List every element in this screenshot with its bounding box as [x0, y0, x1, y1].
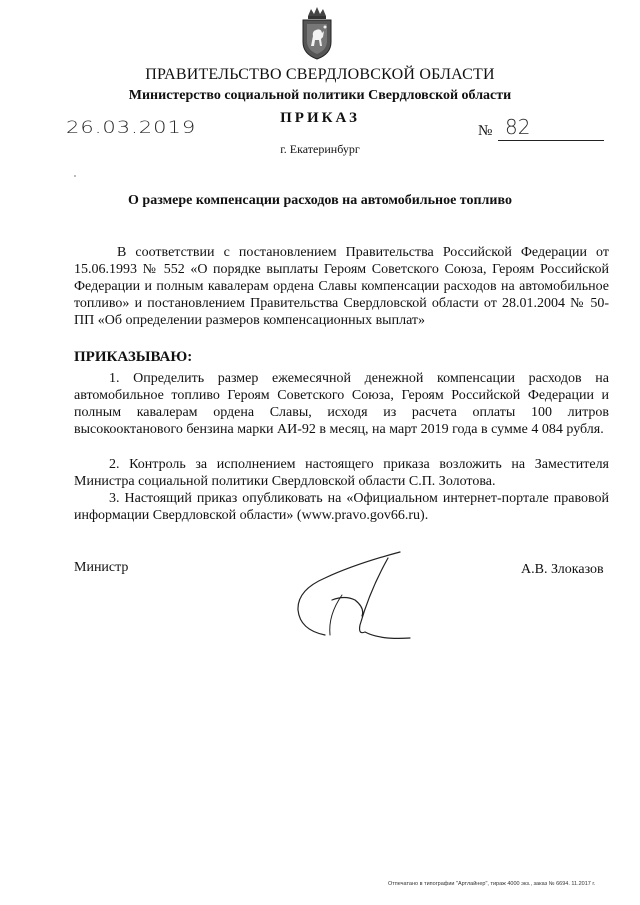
- print-footer: Отпечатано в типографии "Артлайнер", тираж 4000 экз., заказ № 6694. 11.2017 г.: [388, 881, 596, 887]
- order-item-2: 2. Контроль за исполнением настоящего приказа возложить на Заместителя Министра социальной политики Свердловской области С.П. Золотова.: [74, 457, 609, 489]
- number-label: №: [478, 123, 493, 139]
- city: г. Екатеринбург: [280, 142, 360, 156]
- government-title: ПРАВИТЕЛЬСТВО СВЕРДЛОВСКОЙ ОБЛАСТИ: [145, 66, 495, 83]
- handwritten-signature: [270, 540, 420, 660]
- order-word: ПРИКАЗЫВАЮ:: [74, 349, 193, 365]
- document-number: 82: [505, 115, 531, 139]
- scan-dot: [74, 175, 76, 177]
- number-underline: [498, 140, 604, 141]
- ministry-title: Министерство социальной политики Свердловской области: [128, 88, 512, 103]
- signer-name: А.В. Злоказов: [521, 562, 604, 577]
- coat-of-arms-icon: [299, 6, 335, 60]
- order-item-3: 3. Настоящий приказ опубликовать на «Официальном интернет-портале правовой информации Свердловской области» (www.pravo.gov66.ru).: [74, 491, 609, 523]
- order-item-1: 1. Определить размер ежемесячной денежной компенсации расходов на автомобильное топливо Героям Советского Союза, Героям Российской Федерации и полным кавалерам ордена Славы, исходя из расчета оплаты 100 литров высокооктанового бензина марки АИ-92 в месяц, на март 2019 года в сумме 4 084 рубля.: [74, 371, 609, 437]
- document-type: ПРИКАЗ: [280, 110, 360, 126]
- document-subject: О размере компенсации расходов на автомобильное топливо: [128, 193, 512, 208]
- document-date: 26.03.2019: [66, 118, 197, 138]
- signer-position: Министр: [74, 560, 129, 575]
- preamble-paragraph: В соответствии с постановлением Правительства Российской Федерации от 15.06.1993 № 552 «О порядке выплаты Героям Советского Союза, Героям Российской Федерации и полным кавалерам ордена Славы компенсации расходов на автомобильное топливо» и постановлением Правительства Свердловской области от 28.01.2004 № 50-ПП «Об определении размеров компенсационных выплат»: [74, 245, 609, 328]
